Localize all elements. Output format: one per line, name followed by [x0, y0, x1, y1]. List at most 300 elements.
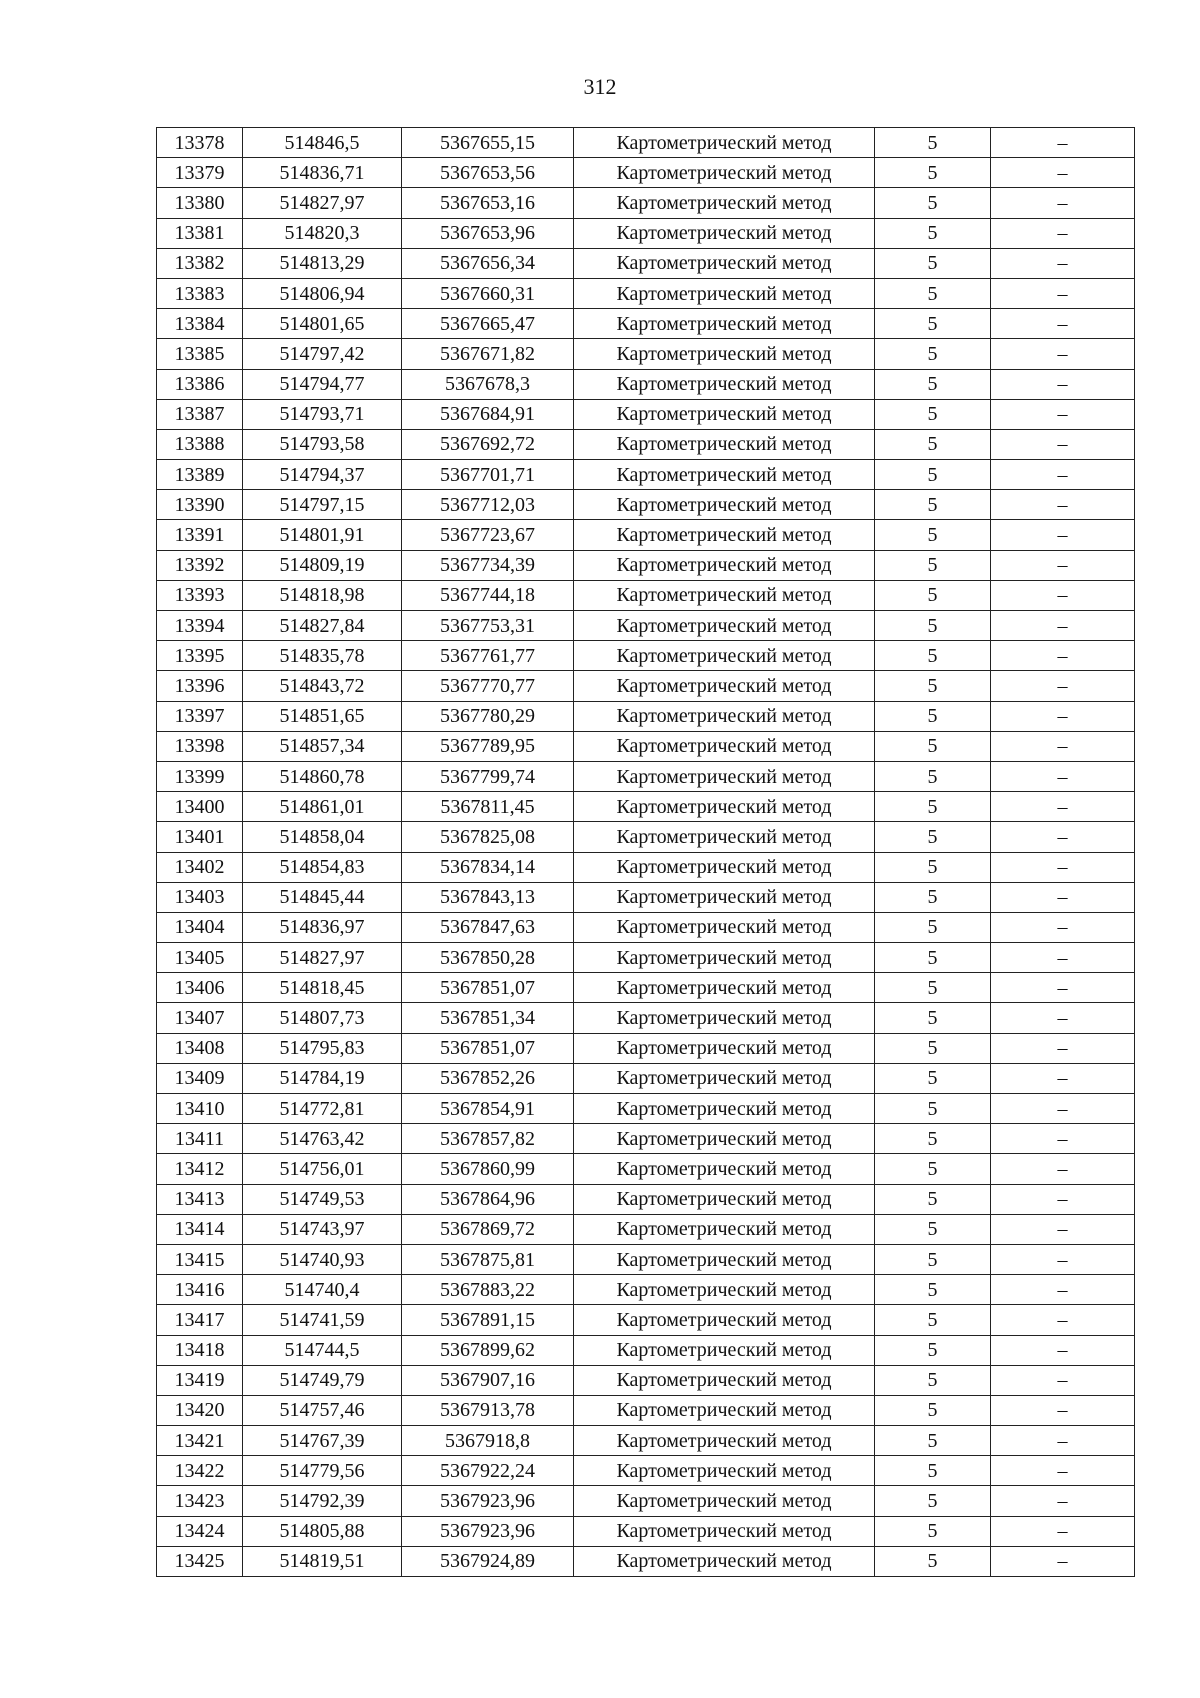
y-coordinate-cell: 5367811,45 — [402, 792, 574, 822]
table-row — [157, 611, 1135, 641]
description-cell: – — [991, 882, 1135, 912]
method-cell: Картометрический метод — [574, 611, 875, 641]
point-number-cell: 13420 — [157, 1395, 243, 1425]
description-cell: – — [991, 369, 1135, 399]
x-coordinate-cell: 514819,51 — [243, 1546, 402, 1576]
method-cell: Картометрический метод — [574, 671, 875, 701]
y-coordinate-cell: 5367653,16 — [402, 188, 574, 218]
x-coordinate-cell: 514749,53 — [243, 1184, 402, 1214]
x-coordinate-cell: 514836,97 — [243, 912, 402, 942]
accuracy-cell: 5 — [875, 1154, 991, 1184]
x-coordinate-cell: 514779,56 — [243, 1456, 402, 1486]
y-coordinate-cell: 5367656,34 — [402, 248, 574, 278]
table-row — [157, 429, 1135, 459]
table-row — [157, 520, 1135, 550]
method-cell: Картометрический метод — [574, 1546, 875, 1576]
y-coordinate-cell: 5367655,15 — [402, 128, 574, 158]
y-coordinate-cell: 5367913,78 — [402, 1395, 574, 1425]
accuracy-cell: 5 — [875, 1033, 991, 1063]
method-cell: Картометрический метод — [574, 278, 875, 308]
x-coordinate-cell: 514740,93 — [243, 1244, 402, 1274]
x-coordinate-cell: 514784,19 — [243, 1063, 402, 1093]
method-cell: Картометрический метод — [574, 792, 875, 822]
y-coordinate-cell: 5367852,26 — [402, 1063, 574, 1093]
method-cell: Картометрический метод — [574, 973, 875, 1003]
table-row — [157, 1365, 1135, 1395]
accuracy-cell: 5 — [875, 1094, 991, 1124]
method-cell: Картометрический метод — [574, 429, 875, 459]
method-cell: Картометрический метод — [574, 128, 875, 158]
method-cell: Картометрический метод — [574, 550, 875, 580]
table-row — [157, 278, 1135, 308]
method-cell: Картометрический метод — [574, 1275, 875, 1305]
accuracy-cell: 5 — [875, 399, 991, 429]
table-row — [157, 490, 1135, 520]
x-coordinate-cell: 514809,19 — [243, 550, 402, 580]
table-row — [157, 309, 1135, 339]
y-coordinate-cell: 5367734,39 — [402, 550, 574, 580]
description-cell: – — [991, 761, 1135, 791]
y-coordinate-cell: 5367692,72 — [402, 429, 574, 459]
method-cell: Картометрический метод — [574, 1516, 875, 1546]
point-number-cell: 13419 — [157, 1365, 243, 1395]
point-number-cell: 13392 — [157, 550, 243, 580]
point-number-cell: 13407 — [157, 1003, 243, 1033]
description-cell: – — [991, 1124, 1135, 1154]
y-coordinate-cell: 5367780,29 — [402, 701, 574, 731]
accuracy-cell: 5 — [875, 943, 991, 973]
description-cell: – — [991, 158, 1135, 188]
x-coordinate-cell: 514801,91 — [243, 520, 402, 550]
description-cell: – — [991, 1365, 1135, 1395]
y-coordinate-cell: 5367883,22 — [402, 1275, 574, 1305]
point-number-cell: 13378 — [157, 128, 243, 158]
description-cell: – — [991, 943, 1135, 973]
point-number-cell: 13381 — [157, 218, 243, 248]
point-number-cell: 13383 — [157, 278, 243, 308]
method-cell: Картометрический метод — [574, 1305, 875, 1335]
x-coordinate-cell: 514854,83 — [243, 852, 402, 882]
table-row — [157, 912, 1135, 942]
accuracy-cell: 5 — [875, 128, 991, 158]
y-coordinate-cell: 5367825,08 — [402, 822, 574, 852]
table-row — [157, 158, 1135, 188]
accuracy-cell: 5 — [875, 852, 991, 882]
method-cell: Картометрический метод — [574, 1395, 875, 1425]
accuracy-cell: 5 — [875, 1305, 991, 1335]
method-cell: Картометрический метод — [574, 158, 875, 188]
point-number-cell: 13415 — [157, 1244, 243, 1274]
description-cell: – — [991, 1395, 1135, 1425]
accuracy-cell: 5 — [875, 792, 991, 822]
table-row — [157, 460, 1135, 490]
point-number-cell: 13379 — [157, 158, 243, 188]
y-coordinate-cell: 5367660,31 — [402, 278, 574, 308]
point-number-cell: 13396 — [157, 671, 243, 701]
y-coordinate-cell: 5367653,96 — [402, 218, 574, 248]
x-coordinate-cell: 514767,39 — [243, 1426, 402, 1456]
accuracy-cell: 5 — [875, 731, 991, 761]
point-number-cell: 13399 — [157, 761, 243, 791]
accuracy-cell: 5 — [875, 429, 991, 459]
y-coordinate-cell: 5367924,89 — [402, 1546, 574, 1576]
table-row — [157, 641, 1135, 671]
point-number-cell: 13411 — [157, 1124, 243, 1154]
method-cell: Картометрический метод — [574, 1033, 875, 1063]
x-coordinate-cell: 514792,39 — [243, 1486, 402, 1516]
method-cell: Картометрический метод — [574, 1456, 875, 1486]
table-row — [157, 550, 1135, 580]
point-number-cell: 13416 — [157, 1275, 243, 1305]
x-coordinate-cell: 514827,84 — [243, 611, 402, 641]
table-row — [157, 1154, 1135, 1184]
table-row — [157, 1094, 1135, 1124]
method-cell: Картометрический метод — [574, 218, 875, 248]
description-cell: – — [991, 218, 1135, 248]
method-cell: Картометрический метод — [574, 1365, 875, 1395]
accuracy-cell: 5 — [875, 912, 991, 942]
y-coordinate-cell: 5367678,3 — [402, 369, 574, 399]
y-coordinate-cell: 5367653,56 — [402, 158, 574, 188]
accuracy-cell: 5 — [875, 761, 991, 791]
description-cell: – — [991, 1275, 1135, 1305]
description-cell: – — [991, 460, 1135, 490]
y-coordinate-cell: 5367834,14 — [402, 852, 574, 882]
y-coordinate-cell: 5367851,34 — [402, 1003, 574, 1033]
description-cell: – — [991, 429, 1135, 459]
x-coordinate-cell: 514807,73 — [243, 1003, 402, 1033]
method-cell: Картометрический метод — [574, 580, 875, 610]
point-number-cell: 13402 — [157, 852, 243, 882]
x-coordinate-cell: 514797,15 — [243, 490, 402, 520]
method-cell: Картометрический метод — [574, 369, 875, 399]
x-coordinate-cell: 514793,71 — [243, 399, 402, 429]
x-coordinate-cell: 514813,29 — [243, 248, 402, 278]
accuracy-cell: 5 — [875, 701, 991, 731]
table-row — [157, 1275, 1135, 1305]
method-cell: Картометрический метод — [574, 248, 875, 278]
accuracy-cell: 5 — [875, 520, 991, 550]
point-number-cell: 13417 — [157, 1305, 243, 1335]
accuracy-cell: 5 — [875, 1516, 991, 1546]
method-cell: Картометрический метод — [574, 1094, 875, 1124]
y-coordinate-cell: 5367723,67 — [402, 520, 574, 550]
table-row — [157, 1546, 1135, 1576]
method-cell: Картометрический метод — [574, 309, 875, 339]
x-coordinate-cell: 514845,44 — [243, 882, 402, 912]
table-row — [157, 761, 1135, 791]
description-cell: – — [991, 1214, 1135, 1244]
table-row — [157, 792, 1135, 822]
x-coordinate-cell: 514763,42 — [243, 1124, 402, 1154]
table-row — [157, 1063, 1135, 1093]
point-number-cell: 13408 — [157, 1033, 243, 1063]
method-cell: Картометрический метод — [574, 188, 875, 218]
y-coordinate-cell: 5367744,18 — [402, 580, 574, 610]
x-coordinate-cell: 514861,01 — [243, 792, 402, 822]
accuracy-cell: 5 — [875, 641, 991, 671]
accuracy-cell: 5 — [875, 1456, 991, 1486]
method-cell: Картометрический метод — [574, 1003, 875, 1033]
description-cell: – — [991, 550, 1135, 580]
description-cell: – — [991, 1335, 1135, 1365]
table-row — [157, 399, 1135, 429]
description-cell: – — [991, 399, 1135, 429]
description-cell: – — [991, 188, 1135, 218]
description-cell: – — [991, 1063, 1135, 1093]
method-cell: Картометрический метод — [574, 1426, 875, 1456]
point-number-cell: 13423 — [157, 1486, 243, 1516]
y-coordinate-cell: 5367671,82 — [402, 339, 574, 369]
x-coordinate-cell: 514741,59 — [243, 1305, 402, 1335]
method-cell: Картометрический метод — [574, 520, 875, 550]
method-cell: Картометрический метод — [574, 1154, 875, 1184]
point-number-cell: 13384 — [157, 309, 243, 339]
point-number-cell: 13403 — [157, 882, 243, 912]
y-coordinate-cell: 5367843,13 — [402, 882, 574, 912]
x-coordinate-cell: 514801,65 — [243, 309, 402, 339]
point-number-cell: 13386 — [157, 369, 243, 399]
y-coordinate-cell: 5367789,95 — [402, 731, 574, 761]
point-number-cell: 13422 — [157, 1456, 243, 1486]
method-cell: Картометрический метод — [574, 912, 875, 942]
accuracy-cell: 5 — [875, 1365, 991, 1395]
y-coordinate-cell: 5367860,99 — [402, 1154, 574, 1184]
table-row — [157, 1033, 1135, 1063]
method-cell: Картометрический метод — [574, 1184, 875, 1214]
coordinates-table-body — [157, 128, 1135, 1577]
table-row — [157, 1516, 1135, 1546]
point-number-cell: 13394 — [157, 611, 243, 641]
table-row — [157, 1426, 1135, 1456]
table-row — [157, 339, 1135, 369]
table-row — [157, 882, 1135, 912]
method-cell: Картометрический метод — [574, 1214, 875, 1244]
description-cell: – — [991, 1244, 1135, 1274]
y-coordinate-cell: 5367875,81 — [402, 1244, 574, 1274]
accuracy-cell: 5 — [875, 1063, 991, 1093]
method-cell: Картометрический метод — [574, 943, 875, 973]
x-coordinate-cell: 514756,01 — [243, 1154, 402, 1184]
accuracy-cell: 5 — [875, 248, 991, 278]
point-number-cell: 13391 — [157, 520, 243, 550]
y-coordinate-cell: 5367857,82 — [402, 1124, 574, 1154]
y-coordinate-cell: 5367851,07 — [402, 973, 574, 1003]
description-cell: – — [991, 1154, 1135, 1184]
accuracy-cell: 5 — [875, 1124, 991, 1154]
method-cell: Картометрический метод — [574, 701, 875, 731]
x-coordinate-cell: 514797,42 — [243, 339, 402, 369]
table-row — [157, 852, 1135, 882]
y-coordinate-cell: 5367923,96 — [402, 1486, 574, 1516]
accuracy-cell: 5 — [875, 822, 991, 852]
table-row — [157, 1335, 1135, 1365]
point-number-cell: 13389 — [157, 460, 243, 490]
method-cell: Картометрический метод — [574, 1244, 875, 1274]
accuracy-cell: 5 — [875, 882, 991, 912]
y-coordinate-cell: 5367712,03 — [402, 490, 574, 520]
coordinates-table — [156, 127, 1135, 1577]
description-cell: – — [991, 1486, 1135, 1516]
x-coordinate-cell: 514805,88 — [243, 1516, 402, 1546]
y-coordinate-cell: 5367918,8 — [402, 1426, 574, 1456]
x-coordinate-cell: 514818,98 — [243, 580, 402, 610]
accuracy-cell: 5 — [875, 550, 991, 580]
method-cell: Картометрический метод — [574, 731, 875, 761]
point-number-cell: 13412 — [157, 1154, 243, 1184]
accuracy-cell: 5 — [875, 1546, 991, 1576]
y-coordinate-cell: 5367799,74 — [402, 761, 574, 791]
method-cell: Картометрический метод — [574, 1124, 875, 1154]
x-coordinate-cell: 514827,97 — [243, 188, 402, 218]
x-coordinate-cell: 514793,58 — [243, 429, 402, 459]
point-number-cell: 13409 — [157, 1063, 243, 1093]
point-number-cell: 13405 — [157, 943, 243, 973]
description-cell: – — [991, 1305, 1135, 1335]
y-coordinate-cell: 5367854,91 — [402, 1094, 574, 1124]
x-coordinate-cell: 514818,45 — [243, 973, 402, 1003]
method-cell: Картометрический метод — [574, 399, 875, 429]
description-cell: – — [991, 731, 1135, 761]
x-coordinate-cell: 514744,5 — [243, 1335, 402, 1365]
point-number-cell: 13425 — [157, 1546, 243, 1576]
y-coordinate-cell: 5367850,28 — [402, 943, 574, 973]
point-number-cell: 13388 — [157, 429, 243, 459]
page-number: 312 — [583, 74, 617, 99]
x-coordinate-cell: 514820,3 — [243, 218, 402, 248]
y-coordinate-cell: 5367701,71 — [402, 460, 574, 490]
description-cell: – — [991, 852, 1135, 882]
description-cell: – — [991, 278, 1135, 308]
x-coordinate-cell: 514836,71 — [243, 158, 402, 188]
x-coordinate-cell: 514749,79 — [243, 1365, 402, 1395]
table-row — [157, 1244, 1135, 1274]
accuracy-cell: 5 — [875, 309, 991, 339]
x-coordinate-cell: 514794,77 — [243, 369, 402, 399]
point-number-cell: 13400 — [157, 792, 243, 822]
x-coordinate-cell: 514857,34 — [243, 731, 402, 761]
table-row — [157, 128, 1135, 158]
accuracy-cell: 5 — [875, 278, 991, 308]
table-row — [157, 369, 1135, 399]
point-number-cell: 13380 — [157, 188, 243, 218]
x-coordinate-cell: 514743,97 — [243, 1214, 402, 1244]
accuracy-cell: 5 — [875, 1486, 991, 1516]
accuracy-cell: 5 — [875, 973, 991, 1003]
table-row — [157, 822, 1135, 852]
x-coordinate-cell: 514851,65 — [243, 701, 402, 731]
y-coordinate-cell: 5367907,16 — [402, 1365, 574, 1395]
y-coordinate-cell: 5367761,77 — [402, 641, 574, 671]
y-coordinate-cell: 5367891,15 — [402, 1305, 574, 1335]
accuracy-cell: 5 — [875, 671, 991, 701]
table-row — [157, 1184, 1135, 1214]
method-cell: Картометрический метод — [574, 852, 875, 882]
description-cell: – — [991, 973, 1135, 1003]
x-coordinate-cell: 514835,78 — [243, 641, 402, 671]
table-row — [157, 973, 1135, 1003]
description-cell: – — [991, 248, 1135, 278]
point-number-cell: 13404 — [157, 912, 243, 942]
y-coordinate-cell: 5367753,31 — [402, 611, 574, 641]
table-row — [157, 1456, 1135, 1486]
accuracy-cell: 5 — [875, 580, 991, 610]
point-number-cell: 13387 — [157, 399, 243, 429]
x-coordinate-cell: 514806,94 — [243, 278, 402, 308]
point-number-cell: 13395 — [157, 641, 243, 671]
y-coordinate-cell: 5367684,91 — [402, 399, 574, 429]
method-cell: Картометрический метод — [574, 1486, 875, 1516]
table-row — [157, 943, 1135, 973]
description-cell: – — [991, 792, 1135, 822]
y-coordinate-cell: 5367899,62 — [402, 1335, 574, 1365]
y-coordinate-cell: 5367847,63 — [402, 912, 574, 942]
table-row — [157, 1486, 1135, 1516]
description-cell: – — [991, 1033, 1135, 1063]
point-number-cell: 13418 — [157, 1335, 243, 1365]
method-cell: Картометрический метод — [574, 882, 875, 912]
description-cell: – — [991, 490, 1135, 520]
description-cell: – — [991, 1456, 1135, 1486]
description-cell: – — [991, 1094, 1135, 1124]
accuracy-cell: 5 — [875, 1426, 991, 1456]
accuracy-cell: 5 — [875, 1184, 991, 1214]
y-coordinate-cell: 5367770,77 — [402, 671, 574, 701]
x-coordinate-cell: 514740,4 — [243, 1275, 402, 1305]
point-number-cell: 13424 — [157, 1516, 243, 1546]
y-coordinate-cell: 5367665,47 — [402, 309, 574, 339]
description-cell: – — [991, 128, 1135, 158]
table-row — [157, 731, 1135, 761]
accuracy-cell: 5 — [875, 218, 991, 248]
method-cell: Картометрический метод — [574, 822, 875, 852]
description-cell: – — [991, 701, 1135, 731]
table-row — [157, 580, 1135, 610]
method-cell: Картометрический метод — [574, 460, 875, 490]
y-coordinate-cell: 5367864,96 — [402, 1184, 574, 1214]
x-coordinate-cell: 514846,5 — [243, 128, 402, 158]
table-row — [157, 1124, 1135, 1154]
point-number-cell: 13410 — [157, 1094, 243, 1124]
x-coordinate-cell: 514827,97 — [243, 943, 402, 973]
point-number-cell: 13406 — [157, 973, 243, 1003]
accuracy-cell: 5 — [875, 369, 991, 399]
point-number-cell: 13397 — [157, 701, 243, 731]
description-cell: – — [991, 1426, 1135, 1456]
description-cell: – — [991, 611, 1135, 641]
x-coordinate-cell: 514860,78 — [243, 761, 402, 791]
point-number-cell: 13390 — [157, 490, 243, 520]
accuracy-cell: 5 — [875, 1244, 991, 1274]
table-row — [157, 1395, 1135, 1425]
description-cell: – — [991, 822, 1135, 852]
accuracy-cell: 5 — [875, 460, 991, 490]
table-row — [157, 1305, 1135, 1335]
accuracy-cell: 5 — [875, 1214, 991, 1244]
point-number-cell: 13382 — [157, 248, 243, 278]
description-cell: – — [991, 580, 1135, 610]
table-row — [157, 188, 1135, 218]
accuracy-cell: 5 — [875, 158, 991, 188]
point-number-cell: 13414 — [157, 1214, 243, 1244]
x-coordinate-cell: 514757,46 — [243, 1395, 402, 1425]
point-number-cell: 13413 — [157, 1184, 243, 1214]
description-cell: – — [991, 520, 1135, 550]
description-cell: – — [991, 641, 1135, 671]
description-cell: – — [991, 309, 1135, 339]
point-number-cell: 13393 — [157, 580, 243, 610]
accuracy-cell: 5 — [875, 490, 991, 520]
